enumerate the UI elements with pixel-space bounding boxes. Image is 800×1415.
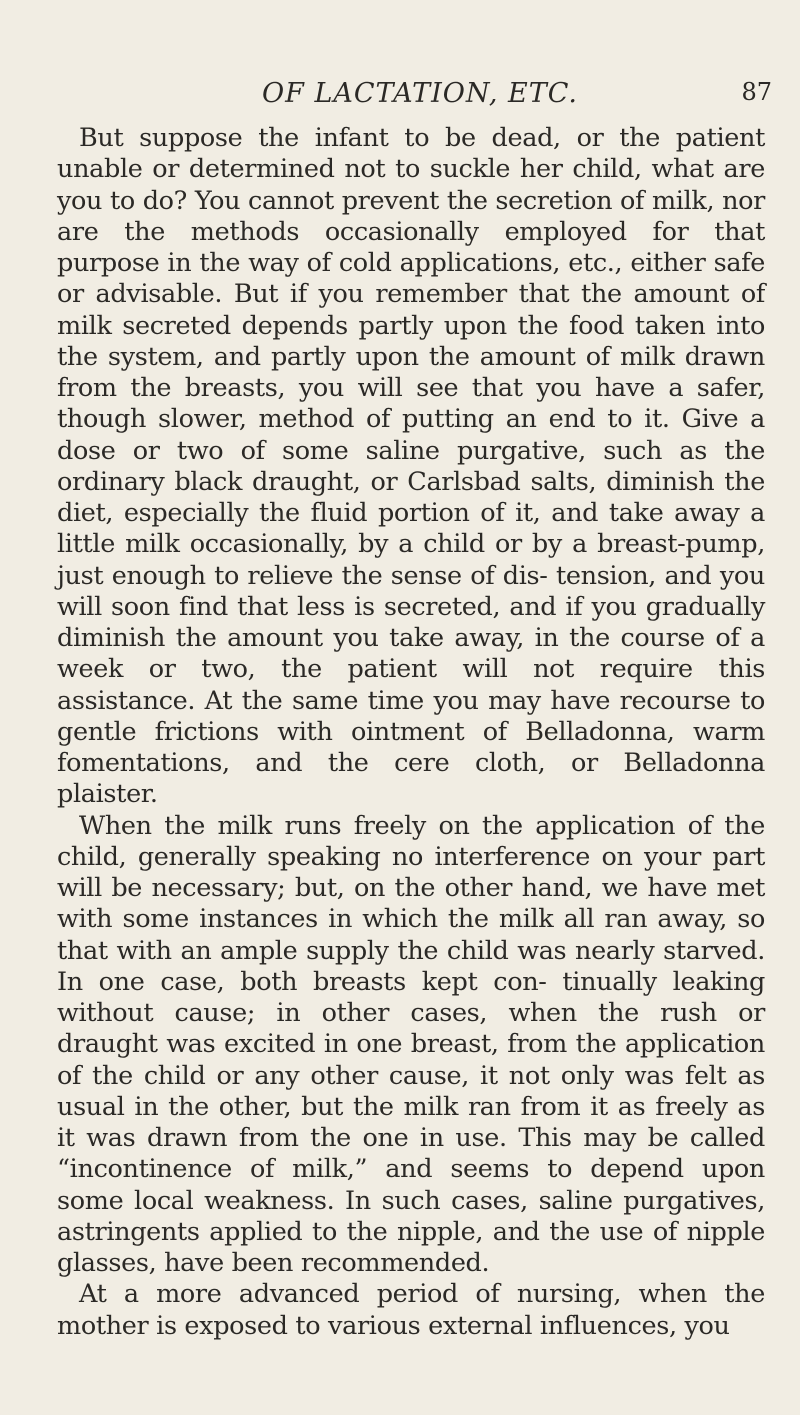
running-head: OF LACTATION, ETC. bbox=[262, 78, 578, 109]
paragraph: But suppose the infant to be dead, or the patient unable or determined not to suckle her child, what are you to do? You cannot prevent the secretion of milk, nor are the methods occasionally employed for that purpose in the way of cold applications, etc., either safe or advisable. But if you remember that the amount of milk secreted depends partly upon the food taken into the system, and partly upon the amount of milk drawn from the breasts, you will see that you have a safer, though slower, method of putting an end to it. Give a dose or two of some saline purgative, such as the ordinary black draught, or Carlsbad salts, diminish the diet, especially the fluid portion of it, and take away a little milk occasionally, by a child or by a breast-pump, just enough to relieve the sense of dis- tension, and you will soon find that less is secreted, and if you gradually diminish the amount you take away, in the course of a week or two, the patient will not require this assistance. At the same time you may have recourse to gentle frictions with ointment of Belladonna, warm fomentations, and the cere cloth, or Belladonna plaister. bbox=[57, 123, 765, 810]
paragraph: When the milk runs freely on the application of the child, generally speaking no interference on your part will be necessary; but, on the other hand, we have met with some instances in which the milk all ran away, so that with an ample supply the child was nearly starved. In one case, both breasts kept con- tinually leaking without cause; in other cases, when the rush or draught was excited in one breast, from the application of the child or any other cause, it not only was felt as usual in the other, but the milk ran from it as freely as it was drawn from the one in use. This may be called “incontinence of milk,” and seems to depend upon some local weakness. In such cases, saline purgatives, astringents applied to the nipple, and the use of nipple glasses, have been recommended. bbox=[57, 810, 765, 1278]
page-header bbox=[60, 72, 780, 112]
page-number: 87 bbox=[741, 78, 772, 106]
body-text bbox=[57, 123, 765, 1342]
paragraph: At a more advanced period of nursing, when the mother is exposed to various external influences, you bbox=[57, 1279, 765, 1341]
